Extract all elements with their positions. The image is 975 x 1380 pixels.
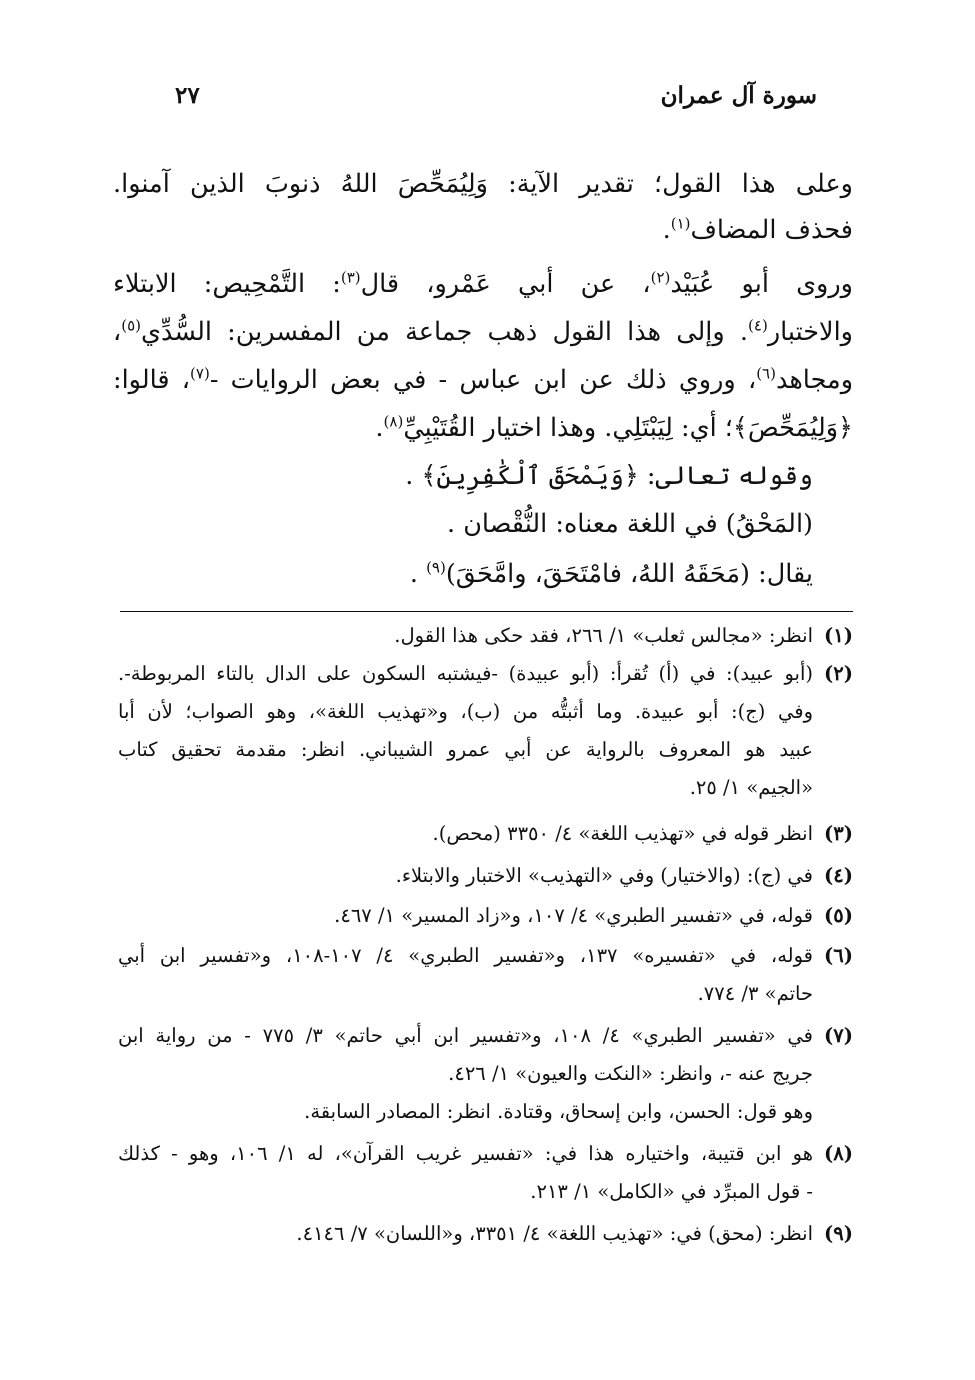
footnote-number: (٢) — [824, 662, 853, 685]
body-text-span: ومجاهد — [775, 365, 854, 395]
footnote-ref[interactable]: (٧) — [190, 364, 210, 383]
body-line-8: (المَحْقُ) في اللغة معناه: النُّقْصان . — [446, 509, 813, 539]
footnote-number: (٩) — [824, 1222, 853, 1245]
body-text-span: : التَّمْحِيص: الابتلاء — [113, 269, 341, 299]
body-text-span: والاختبار — [767, 317, 853, 347]
footnote-2-line-4: «الجيم» ١/ ٢٥. — [689, 776, 813, 799]
body-text-span: . — [662, 215, 671, 245]
body-line-5 — [113, 356, 853, 404]
footnote-number: (٦) — [824, 944, 853, 967]
body-text-span: ، وروي ذلك عن ابن عباس - في بعض الروايات - — [209, 365, 757, 395]
page-number: ٢٧ — [175, 82, 200, 109]
footnote-8-line-2: - قول المبرِّد في «الكامل» ١/ ٢١٣. — [530, 1180, 813, 1203]
footnote-7-line-2: جريج عنه -، وانظر: «النكت والعيون» ١/ ٤٢٦. — [448, 1062, 813, 1085]
footnote-ref[interactable]: (٥) — [121, 316, 142, 335]
footnote-6-line-2: حاتم» ٣/ ٧٧٤. — [697, 982, 813, 1005]
footnote-6-line-1: قوله، في «تفسيره» ١٣٧، و«تفسير الطبري» ٤/ ١٠٧-١٠٨، و«تفسير ابن أبي — [118, 944, 814, 967]
body-text-span: . — [409, 559, 427, 589]
footnote-separator — [120, 611, 853, 612]
footnote-ref[interactable]: (١) — [670, 214, 691, 233]
body-text-span: ، عن أبي عَمْرو، قال — [360, 269, 651, 299]
footnote-ref[interactable]: (٩) — [426, 558, 446, 577]
body-line-4 — [113, 308, 853, 356]
body-text-span: ، قالوا: — [113, 365, 191, 395]
running-header — [175, 82, 817, 126]
footnote-2-line-1: (أبو عبيد): في (أ) تُقرأ: (أبو عبيدة) -فيشتبه السكون على الدال بالتاء المربوطة-. — [118, 662, 813, 685]
footnote-4-text: في (ج): (والاختيار) وفي «التهذيب» الاختبار والابتلاء. — [395, 864, 813, 887]
footnote-ref[interactable]: (٢) — [650, 268, 671, 287]
body-text-span: . — [375, 413, 384, 443]
footnote-5-text: قوله، في «تفسير الطبري» ٤/ ١٠٧، و«زاد المسير» ١/ ٤٦٧. — [334, 904, 813, 927]
body-line-3 — [113, 260, 853, 308]
footnote-2-line-3: عبيد هو المعروف بالرواية عن أبي عمرو الشيباني. انظر: مقدمة تحقيق كتاب — [118, 738, 813, 761]
footnote-3-text: انظر قوله في «تهذيب اللغة» ٤/ ٣٣٥٠ (محص). — [432, 822, 813, 845]
footnote-8-line-1: هو ابن قتيبة، واختياره هذا في: «تفسير غريب القرآن»، له ١/ ١٠٦، وهو - كذلك — [118, 1142, 813, 1165]
footnote-ref[interactable]: (٣) — [340, 268, 361, 287]
footnote-number: (٤) — [824, 864, 853, 887]
footnote-number: (٧) — [824, 1024, 853, 1047]
footnote-number: (٥) — [824, 904, 853, 927]
footnote-9-text: انظر: (محق) في: «تهذيب اللغة» ٤/ ٣٣٥١، و«اللسان» ٧/ ٤١٤٦. — [296, 1222, 813, 1245]
footnote-2-line-2: وفي (ج): أبو عبيدة. وما أثبتُّه من (ب)، و«تهذيب اللغة»، وهو الصواب؛ لأن أبا — [118, 700, 813, 723]
footnote-7-line-3: وهو قول: الحسن، وابن إسحاق، وقتادة. انظر: المصادر السابقة. — [304, 1100, 813, 1123]
body-text-span: . وإلى هذا القول ذهب جماعة من المفسرين: السُّدِّي — [141, 317, 749, 347]
footnote-7-line-1: في «تفسير الطبري» ٤/ ١٠٨، و«تفسير ابن أبي حاتم» ٣/ ٧٧٥ - من رواية ابن — [118, 1024, 814, 1047]
footnote-number: (٨) — [824, 1142, 853, 1165]
footnote-number: (١) — [824, 624, 853, 647]
footnote-ref[interactable]: (٤) — [748, 316, 768, 335]
body-text-span: ، — [113, 317, 122, 347]
footnote-ref[interactable]: (٨) — [383, 412, 404, 431]
body-line-7: وقوله تعالى: ﴿وَيَمْحَقَ ٱلْكَٰفِرِينَ﴾ . — [405, 461, 813, 491]
body-text-span: وروى أبو عُبَيْد — [670, 269, 853, 299]
body-line-1: وعلى هذا القول؛ تقدير الآية: وَلِيُمَحِّصَ اللهُ ذنوبَ الذين آمنوا. — [113, 169, 853, 199]
body-text-span: ﴿وَلِيُمَحِّصَ﴾؛ أي: لِيَبْتَلِي. وهذا اختيار القُتَيْبِيِّ — [403, 413, 853, 443]
body-text-span: فحذف المضاف — [690, 215, 853, 245]
body-line-9 — [410, 550, 813, 598]
footnote-number: (٣) — [824, 822, 853, 845]
surah-title: سورة آل عمران — [660, 82, 817, 109]
body-line-6 — [375, 404, 853, 452]
footnote-1-text: انظر: «مجالس ثعلب» ١/ ٢٦٦، فقد حكى هذا القول. — [394, 624, 813, 647]
body-line-2 — [663, 206, 853, 254]
footnote-ref[interactable]: (٦) — [756, 364, 776, 383]
body-text-span: يقال: (مَحَقَهُ اللهُ، فامْتَحَقَ، وامَّحَقَ) — [445, 559, 813, 589]
